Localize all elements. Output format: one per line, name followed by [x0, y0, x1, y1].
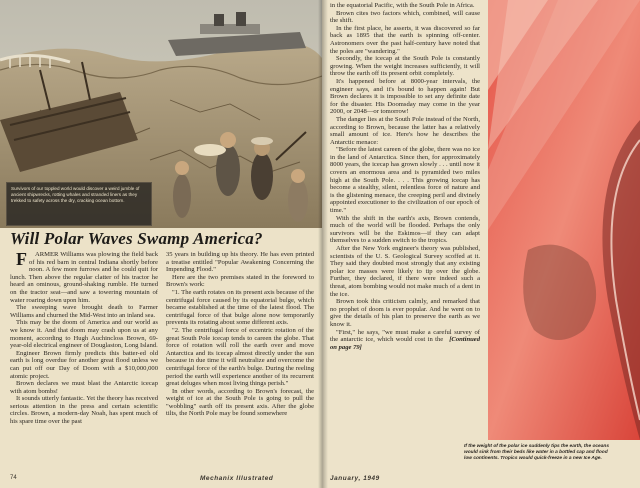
paragraph: After the New York engineer's theory was published, scientists of the U. S. Geological Survey scoffed at it. They said they doubted most strongly that any existing polar ice masses were likely to tip over the globe. Further, they declared, if there were indeed such a threat, atom bombing would not make much of a dent in the ice.	[330, 245, 480, 298]
page-number: 74	[10, 475, 17, 481]
tilting-earth-illustration	[488, 0, 640, 440]
paragraph: The sweeping wave brought death to Farmer Williams and churned the Mid-West into an inland sea.	[10, 304, 158, 319]
paragraph: 35 years in building up his theory. He has even printed a treatise entitled "Popular Awakening Concerning the Impending Flood."	[166, 251, 314, 274]
paragraph: The danger lies at the South Pole instead of the North, according to Brown, because the latter has a relatively small amount of ice. Here's how he describes the Antarctic menace:	[330, 115, 480, 146]
illustration-caption: Survivors of our toppled world would discover a weird jumble of ancient shipwrecks, rotting whales and stranded liners as they trekked to safety across the dry, cracking ocean bottom.	[6, 182, 152, 226]
continued-note: [Continued on page 79]	[330, 336, 480, 351]
paragraph: Brown cites two factors which, combined, will cause the shift.	[330, 9, 480, 25]
paragraph: "1. The earth rotates on its present axis because of the centrifugal force caused by its equatorial bulge, which became established at the time of the latest flood. The centrifugal force of that bulge alone now temporarily prevents its rotating about some different axis.	[166, 288, 314, 327]
right-column	[330, 2, 480, 442]
paragraph: In other words, according to Brown's forecast, the weight of ice at the South Pole is going to pull the "wobbling" earth off its present axis. After the globe tilts, the North Pole may be found somewhere	[166, 387, 314, 418]
paragraph: F ARMER Williams was plowing the field back of his red barn in central Indiana shortly before noon. A few more furrows and he could quit for lunch. Then above the regular clatter of his tractor he heard an ominous, ground-shaking rumble. He turned on the tractor seat—and saw a towering mountain of water roaring down upon him.	[10, 251, 158, 304]
paragraph: in the equatorial Pacific, with the South Pole in Africa.	[330, 2, 475, 9]
paragraph: "Before the latest careen of the globe, there was no ice in the land of Antarctica. Since then, for approximately 8000 years, the icecap has grown slowly . . . until now it covers an enormous area and is pyramided two miles high at the South Pole. . . . This growing icecap has become a stealthy, silent, relentless force of nature and is the glistening menace, the creeping peril and divinely appointed executioner to the civilization of our epoch of time."	[330, 146, 480, 215]
paragraph: In the first place, he asserts, it was discovered so far back as 1895 that the earth is spinning off-center. Astronomers over the past half-century have noted that the poles are "wandering."	[330, 24, 480, 55]
drop-cap: F	[16, 251, 27, 269]
paragraph: It sounds utterly fantastic. Yet the theory has received serious attention in the press and certain scientific circles. Brown, a modern-day Noah, has spent much of his spare time over the past	[10, 395, 158, 426]
right-caption: If the weight of the polar ice suddenly tips the earth, the oceans would sink from their beds like water in a bottled cap and flood low continents. Tropics would quick-freeze in a new Ice Age.	[464, 444, 609, 461]
magazine-name: Mechanix Illustrated	[200, 475, 274, 482]
left-column-2	[166, 251, 314, 459]
paragraph: Secondly, the icecap at the South Pole is constantly growing. When the weight increases sufficiently, it will throw the earth off its present orbit completely.	[330, 55, 480, 78]
paragraph: "First," he says, "we must make a careful survey of the antarctic ice, which would cost in the [Continued on page 79]	[330, 328, 480, 351]
paragraph: This may be the doom of America and our world as we know it. And that doom may crash upon us at any moment, according to Hugh Auchincloss Brown, 69-year-old electrical engineer of Douglaston, Long Island.	[10, 319, 158, 350]
paragraph: With the shift in the earth's axis, Brown contends, much of the world will be flooded. Perhaps the only survivors will be the Eskimos—if they can adapt themselves to a sudden switch to the tropics.	[330, 214, 480, 245]
issue-date: January, 1949	[330, 475, 380, 482]
ocean-floor-illustration	[0, 0, 322, 228]
paragraph: Engineer Brown firmly predicts this batter-ed old earth is long overdue for another great flood unless we can put off our Day of Doom with a $10,000,000 atomic project.	[10, 349, 158, 380]
paragraph: Brown took this criticism calmly, and remarked that no prophet of doom is ever popular. And he went on to give the details of his plan to preserve the earth as we know it.	[330, 298, 480, 328]
left-column-1	[10, 251, 158, 459]
article-headline: Will Polar Waves Swamp America?	[10, 229, 263, 248]
paragraph: "2. The centrifugal force of eccentric rotation of the great South Pole icecap tends to careen the globe. That force of rotation will roll the earth over and move Antarctica and its icecap almost directly under the sun because in due time it will neutralize and overcome the centrifugal force of the earth's bulge. During the reeling period the earth will experience another of its recurrent great deluges when most living things perish."	[166, 326, 314, 388]
right-page	[322, 0, 640, 488]
paragraph: Here are the two premises stated in the foreword to Brown's work:	[166, 273, 314, 289]
paragraph: It's happened before at 8000-year intervals, the engineer says, and it's bound to happen again! But Brown declares it is impossible to set any definite date for the disaster. His Doomsday may come in the year 2000, or 2048—or tomorrow!	[330, 77, 480, 116]
page-gutter	[318, 0, 328, 488]
paragraph: Brown declares we must blast the Antarctic icecap with atom bombs!	[10, 380, 158, 395]
